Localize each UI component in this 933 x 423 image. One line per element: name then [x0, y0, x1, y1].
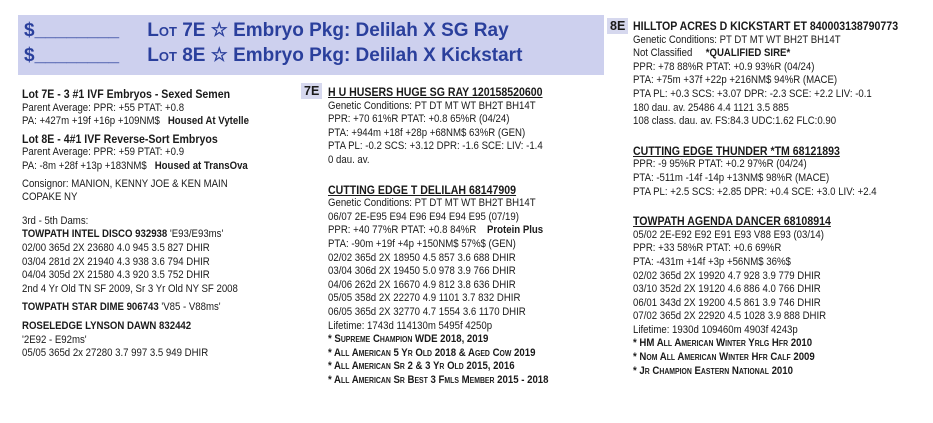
- dam-line: PTA: -90m +19f +4p +150NM$ 57%$ (GEN): [328, 237, 516, 250]
- dam-record: 02/02 365d 2X 18950 4.5 857 3.6 688 DHIR: [328, 251, 516, 264]
- mgs-line: PTA: -511m -14f -14p +13NM$ 98%R (MACE): [633, 171, 830, 184]
- dam-line: PPR: +33 58%R PTAT: +0.6 69%R: [633, 242, 782, 255]
- sire-line: PTA: +944m +18f +28p +68NM$ 63%R (GEN): [328, 126, 526, 139]
- lot-8e-pa: PA: -8m +28f +13p +183NM$ Housed at TransOva: [22, 159, 248, 172]
- star-icon: ☆: [210, 45, 228, 66]
- right-column: [633, 20, 898, 378]
- lot-8e-banner-line: [24, 44, 522, 67]
- middle-column: [328, 86, 549, 387]
- sire-line: PTA PL: +0.3 SCS: +3.07 DPR: -2.3 SCE: +2.2 LIV: -0.1: [633, 87, 872, 100]
- lot-number: Lot 8E: [147, 45, 206, 66]
- award: * All American Sr Best 3 Fmls Member 2015 - 2018: [328, 373, 549, 386]
- mgs-line: PPR: -9 95%R PTAT: +0.2 97%R (04/24): [633, 158, 807, 171]
- bid-blank: $________: [24, 45, 120, 66]
- dam-record: 05/05 358d 2X 22270 4.9 1101 3.7 832 DHIR: [328, 292, 521, 305]
- award: * Nom All American Winter Hfr Calf 2009: [633, 351, 815, 364]
- dam-ppr: PPR: +40 77%R PTAT: +0.8 84%R Protein Plus: [328, 224, 544, 237]
- dam-record: 07/02 365d 2X 22920 4.5 1028 3.9 888 DHIR: [633, 310, 827, 323]
- dam-line: 05/02 2E-E92 E92 E91 E93 V88 E93 (03/14): [633, 228, 824, 241]
- lot-number: Lot 7E: [147, 20, 206, 41]
- lot-title: Embryo Pkg: Delilah X Kickstart: [233, 45, 523, 66]
- dam-3-name: ROSELEDGE LYNSON DAWN 832442: [22, 319, 192, 332]
- lot-7e-housed: Housed At Vytelle: [167, 115, 249, 128]
- award: * HM All American Winter Yrlg Hfr 2010: [633, 337, 813, 350]
- sire-line: 108 class. dau. av. FS:84.3 UDC:1.62 FLC:0.90: [633, 115, 837, 128]
- lot-7e-tag: 7E: [301, 83, 322, 99]
- mgs-name: CUTTING EDGE THUNDER *TM 68121893: [633, 143, 840, 158]
- sire-classification: Not Classified *QUALIFIED SIRE*: [633, 47, 791, 60]
- dam-record: 04/06 262d 2X 16670 4.9 812 3.8 636 DHIR: [328, 278, 516, 291]
- dam-line: PTA: -431m +14f +3p +56NM$ 36%$: [633, 255, 791, 268]
- consignor-location: COPAKE NY: [22, 191, 78, 204]
- lot-8e-housed: Housed at TransOva: [154, 159, 248, 172]
- dam-record: 03/04 306d 2X 19450 5.0 978 3.9 766 DHIR: [328, 265, 516, 278]
- dam-1-name: TOWPATH INTEL DISCO 932938 'E93/E93ms': [22, 228, 224, 241]
- dam-record: 06/01 343d 2X 19200 4.5 861 3.9 746 DHIR: [633, 296, 821, 309]
- dam-1-record: 03/04 281d 2X 21940 4.3 938 3.6 794 DHIR: [22, 255, 210, 268]
- lot-title: Embryo Pkg: Delilah X SG Ray: [233, 20, 509, 41]
- dam-line: 06/07 2E-E95 E94 E96 E94 E94 E95 (07/19): [328, 210, 519, 223]
- dam-record: 02/02 365d 2X 19920 4.7 928 3.9 779 DHIR: [633, 269, 821, 282]
- dam-record: 06/05 365d 2X 32770 4.7 1554 3.6 1170 DHIR: [328, 305, 526, 318]
- dam-1-record: 04/04 305d 2X 21580 4.3 920 3.5 752 DHIR: [22, 269, 210, 282]
- sire-line: PPR: +70 61%R PTAT: +0.8 65%R (04/24): [328, 113, 510, 126]
- lot-7e-parent-average: Parent Average: PPR: +55 PTAT: +0.8: [22, 101, 185, 114]
- consignor: Consignor: MANION, KENNY JOE & KEN MAIN: [22, 177, 228, 190]
- protein-plus-badge: Protein Plus: [487, 224, 544, 237]
- lot-7e-banner-line: [24, 19, 509, 42]
- lot-7e-pa: PA: +427m +19f +16p +109NM$ Housed At Vytelle: [22, 115, 249, 128]
- dam-lifetime: Lifetime: 1930d 109460m 4903f 4243p: [633, 323, 798, 336]
- lot-8e-heading: Lot 8E - 4#1 IVF Reverse-Sort Embryos: [22, 131, 218, 146]
- qualified-sire-badge: *QUALIFIED SIRE*: [705, 47, 791, 60]
- dam-line: Genetic Conditions: PT DT MT WT BH2T BH14T: [328, 197, 536, 210]
- dams-label: 3rd - 5th Dams:: [22, 214, 89, 227]
- mgs-line: PTA PL: +2.5 SCS: +2.85 DPR: +0.4 SCE: +3.0 LIV: +2.4: [633, 185, 877, 198]
- award: * All American 5 Yr Old 2018 & Aged Cow 2019: [328, 346, 536, 359]
- lot-7e-heading: Lot 7E - 3 #1 IVF Embryos - Sexed Semen: [22, 87, 231, 101]
- award: * Jr Champion Eastern National 2010: [633, 364, 793, 377]
- sire-line: 180 dau. av. 25486 4.4 1121 3.5 885: [633, 101, 789, 114]
- dam-record: 03/10 352d 2X 19120 4.6 886 4.0 766 DHIR: [633, 283, 821, 296]
- dam-lifetime: Lifetime: 1743d 114130m 5495f 4250p: [328, 319, 493, 332]
- lot-8e-tag: 8E: [607, 18, 628, 34]
- sire-name: HILLTOP ACRES D KICKSTART ET 840003138790773: [633, 19, 899, 33]
- sire-line: PPR: +78 88%R PTAT: +0.9 93%R (04/24): [633, 60, 815, 73]
- sire-line: Genetic Conditions: PT DT MT WT BH2T BH14T: [633, 33, 841, 46]
- sire-name: H U HUSERS HUGE SG RAY 120158520600: [328, 85, 543, 99]
- left-column: [22, 88, 249, 361]
- dam-3-record: 05/05 365d 2x 27280 3.7 997 3.5 949 DHIR: [22, 347, 209, 360]
- lot-8e-parent-average: Parent Average: PPR: +59 PTAT: +0.9: [22, 146, 185, 159]
- dam-3-classification: '2E92 - E92ms': [22, 333, 87, 346]
- dam-name: TOWPATH AGENDA DANCER 68108914: [633, 214, 831, 229]
- dam-2-name: TOWPATH STAR DIME 906743 'V85 - V88ms': [22, 301, 221, 314]
- sire-line: PTA: +75m +37f +22p +216NM$ 94%R (MACE): [633, 74, 838, 87]
- award: * Supreme Champion WDE 2018, 2019: [328, 333, 489, 346]
- star-icon: ☆: [210, 20, 228, 41]
- bid-blank: $________: [24, 20, 120, 41]
- dam-name: CUTTING EDGE T DELILAH 68147909: [328, 182, 517, 197]
- sire-line: Genetic Conditions: PT DT MT WT BH2T BH14T: [328, 99, 536, 112]
- award: * All American Sr 2 & 3 Yr Old 2015, 2016: [328, 360, 515, 373]
- sire-line: 0 dau. av.: [328, 153, 370, 166]
- dam-1-show-record: 2nd 4 Yr Old TN SF 2009, Sr 3 Yr Old NY SF 2008: [22, 282, 238, 295]
- dam-1-record: 02/00 365d 2X 23680 4.0 945 3.5 827 DHIR: [22, 241, 210, 254]
- sire-line: PTA PL: -0.2 SCS: +3.12 DPR: -1.6 SCE: LIV: -1.4: [328, 140, 543, 153]
